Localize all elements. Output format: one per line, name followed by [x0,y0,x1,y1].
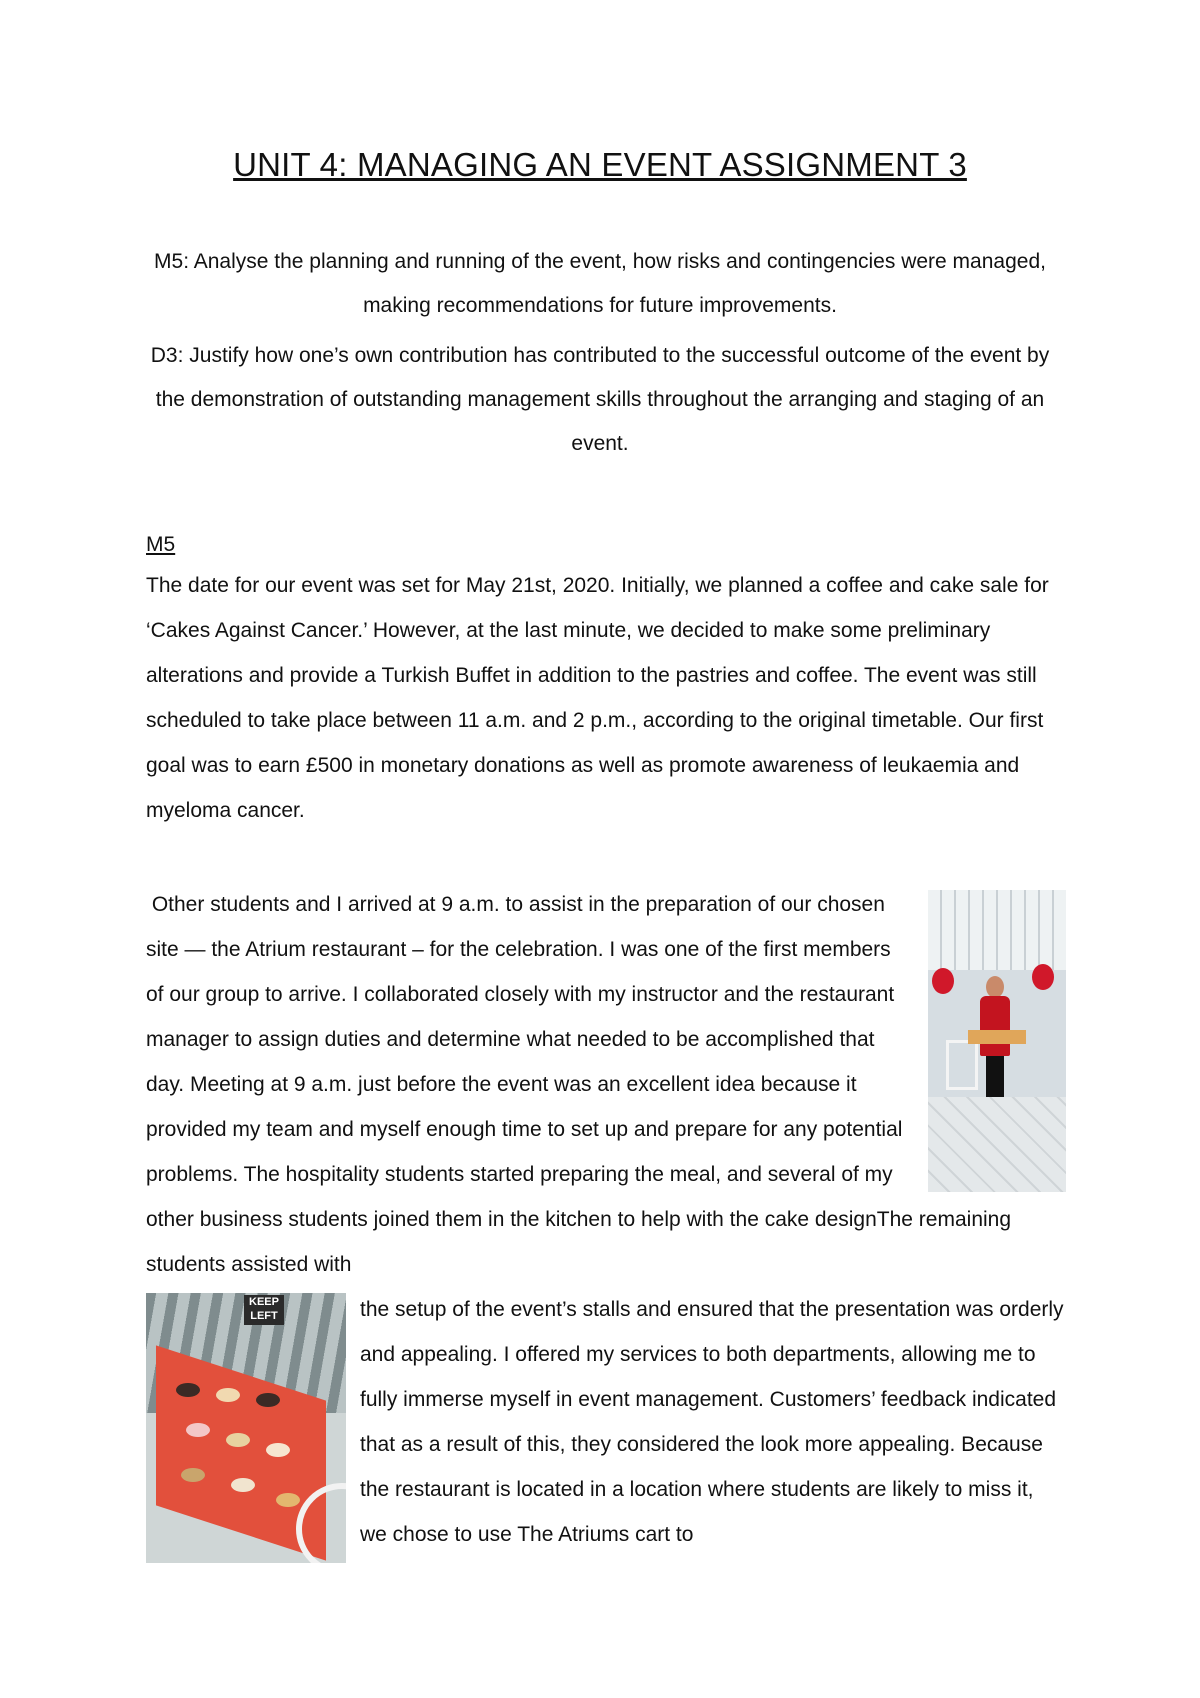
paragraph-preparation-block [146,882,1066,1563]
paragraph-preparation-part-1: Other students and I arrived at 9 a.m. to assist in the preparation of our chosen site — the Atrium restaurant – for the celebration. I was one of the first members of our group to arrive. I collaborated closely with my instructor and the restaurant manager to assign duties and determine what needed to be accomplished that day. Meeting at 9 a.m. just before the event was an excellent idea because it provided my team and myself enough time to set up and prepare for any potential problems. The hospitality students started preparing the meal, and several of my other business students joined them in the kitchen to help with the cake designThe remaining students assisted with [146,893,1012,1276]
paragraph-event-overview: The date for our event was set for May 21st, 2020. Initially, we planned a coffee and cake sale for ‘Cakes Against Cancer.’ However, at the last minute, we decided to make some preliminary alterations and provide a Turkish Buffet in addition to the pastries and coffee. The event was still scheduled to take place between 11 a.m. and 2 p.m., according to the original timetable. Our first goal was to earn £500 in monetary donations as well as promote awareness of leukaemia and myeloma cancer. [146,574,1049,822]
criterion-m5: M5: Analyse the planning and running of the event, how risks and contingencies were managed, making recommendations for future improvements. [154,250,1046,317]
paragraph-preparation-part-2: the setup of the event’s stalls and ensured that the presentation was orderly and appealing. I offered my services to both departments, allowing me to fully immerse myself in event management. Customers’ feedback indicated that as a result of this, they considered the look more appealing. Because the restaurant is located in a location where students are likely to miss it, we chose to use The Atriums cart to [360,1298,1064,1546]
photo-student-with-cakes [928,890,1066,1192]
criterion-d3: D3: Justify how one’s own contribution has contributed to the successful outcome of the event by the demonstration of outstanding management skills throughout the arranging and staging of an event. [150,344,1050,455]
keep-left-sign: KEEP LEFT [244,1295,284,1325]
document-title: UNIT 4: MANAGING AN EVENT ASSIGNMENT 3 [233,146,967,183]
assessment-criteria [150,240,1050,472]
photo-cake-cart [146,1293,346,1563]
section-heading-m5: M5 [146,533,176,556]
